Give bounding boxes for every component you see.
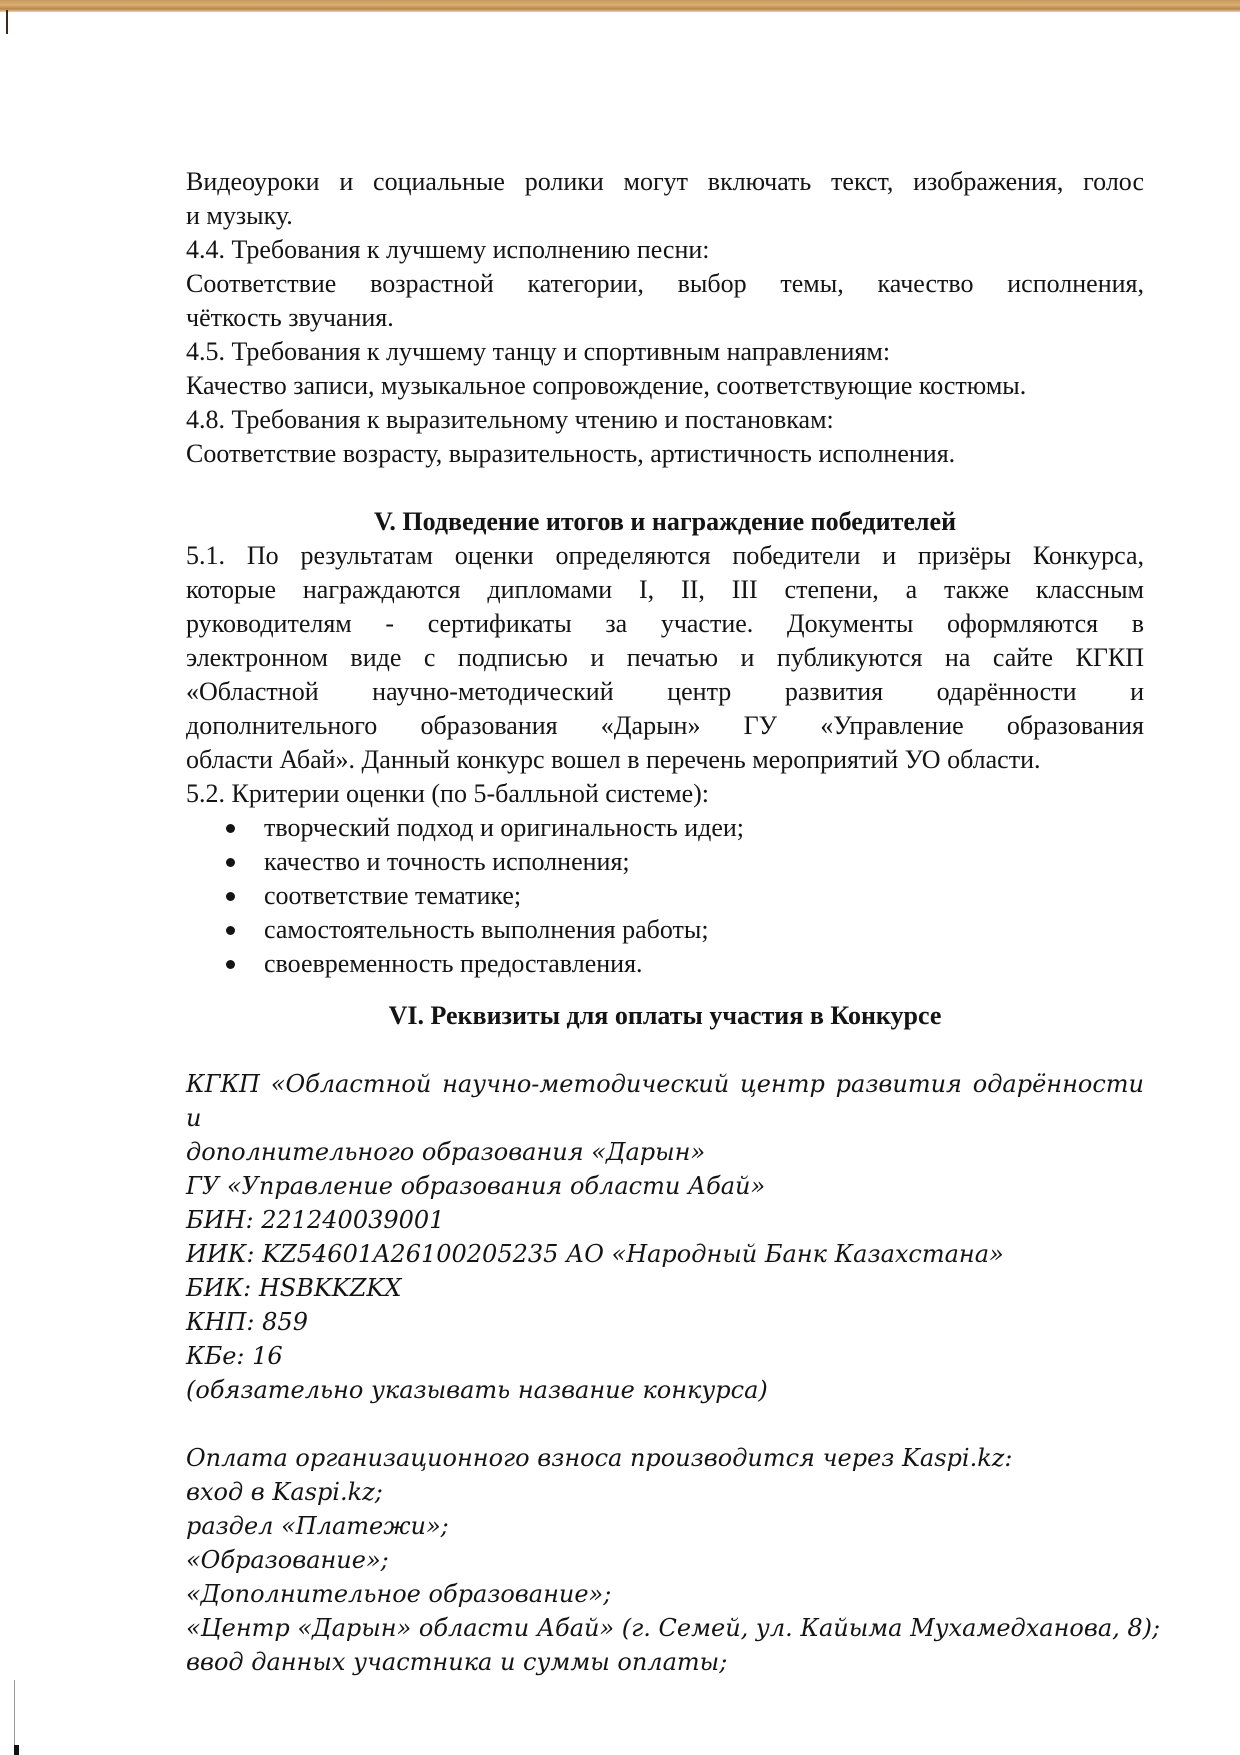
criteria-text: самостоятельность выполнения работы; — [264, 915, 709, 944]
section-5 — [186, 505, 1144, 981]
kaspi-step: «Образование»; — [186, 1546, 389, 1574]
bullet-icon — [226, 892, 235, 901]
kaspi-step: «Дополнительное образование»; — [186, 1580, 612, 1608]
bullet-icon — [226, 858, 235, 867]
criteria-item — [226, 811, 1144, 845]
org-line-1: КГКП «Областной научно-методический центр развития одарённости и — [186, 1070, 1144, 1132]
kaspi-step: раздел «Платежи»; — [186, 1512, 449, 1540]
item-4-8-text: Соответствие возрасту, выразительность, артистичность исполнения. — [186, 439, 956, 468]
org-line-2: дополнительного образования «Дарын» — [186, 1138, 706, 1166]
bullet-icon — [226, 960, 235, 969]
spacer — [186, 1033, 1144, 1067]
section-5-heading: V. Подведение итогов и награждение победителей — [373, 507, 957, 536]
p5-1-line: руководителям - сертификаты за участие. Документы оформляются в — [186, 609, 1144, 638]
criteria-list — [186, 811, 1144, 981]
criteria-item — [226, 845, 1144, 879]
item-4-5-text: Качество записи, музыкальное сопровождение, соответствующие костюмы. — [186, 371, 1027, 400]
scan-page-edge-bottom-line — [14, 1680, 15, 1746]
org-line-3: ГУ «Управление образования области Абай» — [186, 1172, 766, 1200]
payment-note: (обязательно указывать название конкурса) — [186, 1376, 768, 1404]
knp-value: КНП: 859 — [186, 1308, 308, 1336]
intro-line-1: Видеоуроки и социальные ролики могут включать текст, изображения, голос — [186, 167, 1144, 196]
item-4-4-title: 4.4. Требования к лучшему исполнению песни: — [186, 235, 710, 264]
kaspi-step: вход в Kaspi.kz; — [186, 1478, 383, 1506]
kbe-value: КБе: 16 — [186, 1342, 283, 1370]
p5-1-line: электронном виде с подписью и печатью и публикуются на сайте КГКП — [186, 643, 1144, 672]
section-6-heading: VI. Реквизиты для оплаты участия в Конкурсе — [388, 1001, 942, 1030]
iik-value: ИИК: KZ54601A26100205235 АО «Народный Банк Казахстана» — [186, 1240, 1004, 1268]
kaspi-intro: Оплата организационного взноса производится через Kaspi.kz: — [186, 1444, 1013, 1472]
spacer — [186, 471, 1144, 505]
intro-line-2: и музыку. — [186, 201, 293, 230]
bik-value: БИК: HSBKKZKX — [186, 1274, 402, 1302]
item-4-4-text-line-1: Соответствие возрастной категории, выбор темы, качество исполнения, — [186, 269, 1144, 298]
criteria-item — [226, 947, 1144, 981]
criteria-item — [226, 879, 1144, 913]
item-4-5-title: 4.5. Требования к лучшему танцу и спортивным направлениям: — [186, 337, 891, 366]
kaspi-step: «Центр «Дарын» области Абай» (г. Семей, ул. Кайыма Мухамедханова, 8); — [186, 1614, 1161, 1642]
criteria-text: своевременность предоставления. — [264, 949, 643, 978]
spacer — [186, 981, 1144, 999]
scan-page-edge — [6, 10, 8, 34]
scan-page-edge-mark — [14, 1745, 19, 1755]
kaspi-step: ввод данных участника и суммы оплаты; — [186, 1648, 728, 1676]
item-4-4-text-line-2: чёткость звучания. — [186, 303, 394, 332]
p5-1-line: 5.1. По результатам оценки определяются победители и призёры Конкурса, — [186, 541, 1144, 570]
p5-2-title: 5.2. Критерии оценки (по 5-балльной системе): — [186, 779, 710, 808]
criteria-item — [226, 913, 1144, 947]
p5-1-line: которые награждаются дипломами I, II, III степени, а также классным — [186, 575, 1144, 604]
p5-1-line: «Областной научно-методический центр развития одарённости и — [186, 677, 1144, 706]
criteria-text: соответствие тематике; — [264, 881, 522, 910]
criteria-text: творческий подход и оригинальность идеи; — [264, 813, 745, 842]
spacer — [186, 1407, 1144, 1441]
bullet-icon — [226, 926, 235, 935]
bullet-icon — [226, 824, 235, 833]
section-6 — [186, 999, 1161, 1679]
p5-1-line: дополнительного образования «Дарын» ГУ «Управление образования — [186, 711, 1144, 740]
criteria-text: качество и точность исполнения; — [264, 847, 630, 876]
item-4-8-title: 4.8. Требования к выразительному чтению и постановкам: — [186, 405, 834, 434]
scan-background-wood-edge — [0, 0, 1240, 12]
section-4-continuation — [186, 165, 1144, 471]
document-page — [186, 165, 1161, 1679]
p5-1-line: области Абай». Данный конкурс вошел в перечень мероприятий УО области. — [186, 745, 1041, 774]
bin-value: БИН: 221240039001 — [186, 1206, 445, 1234]
